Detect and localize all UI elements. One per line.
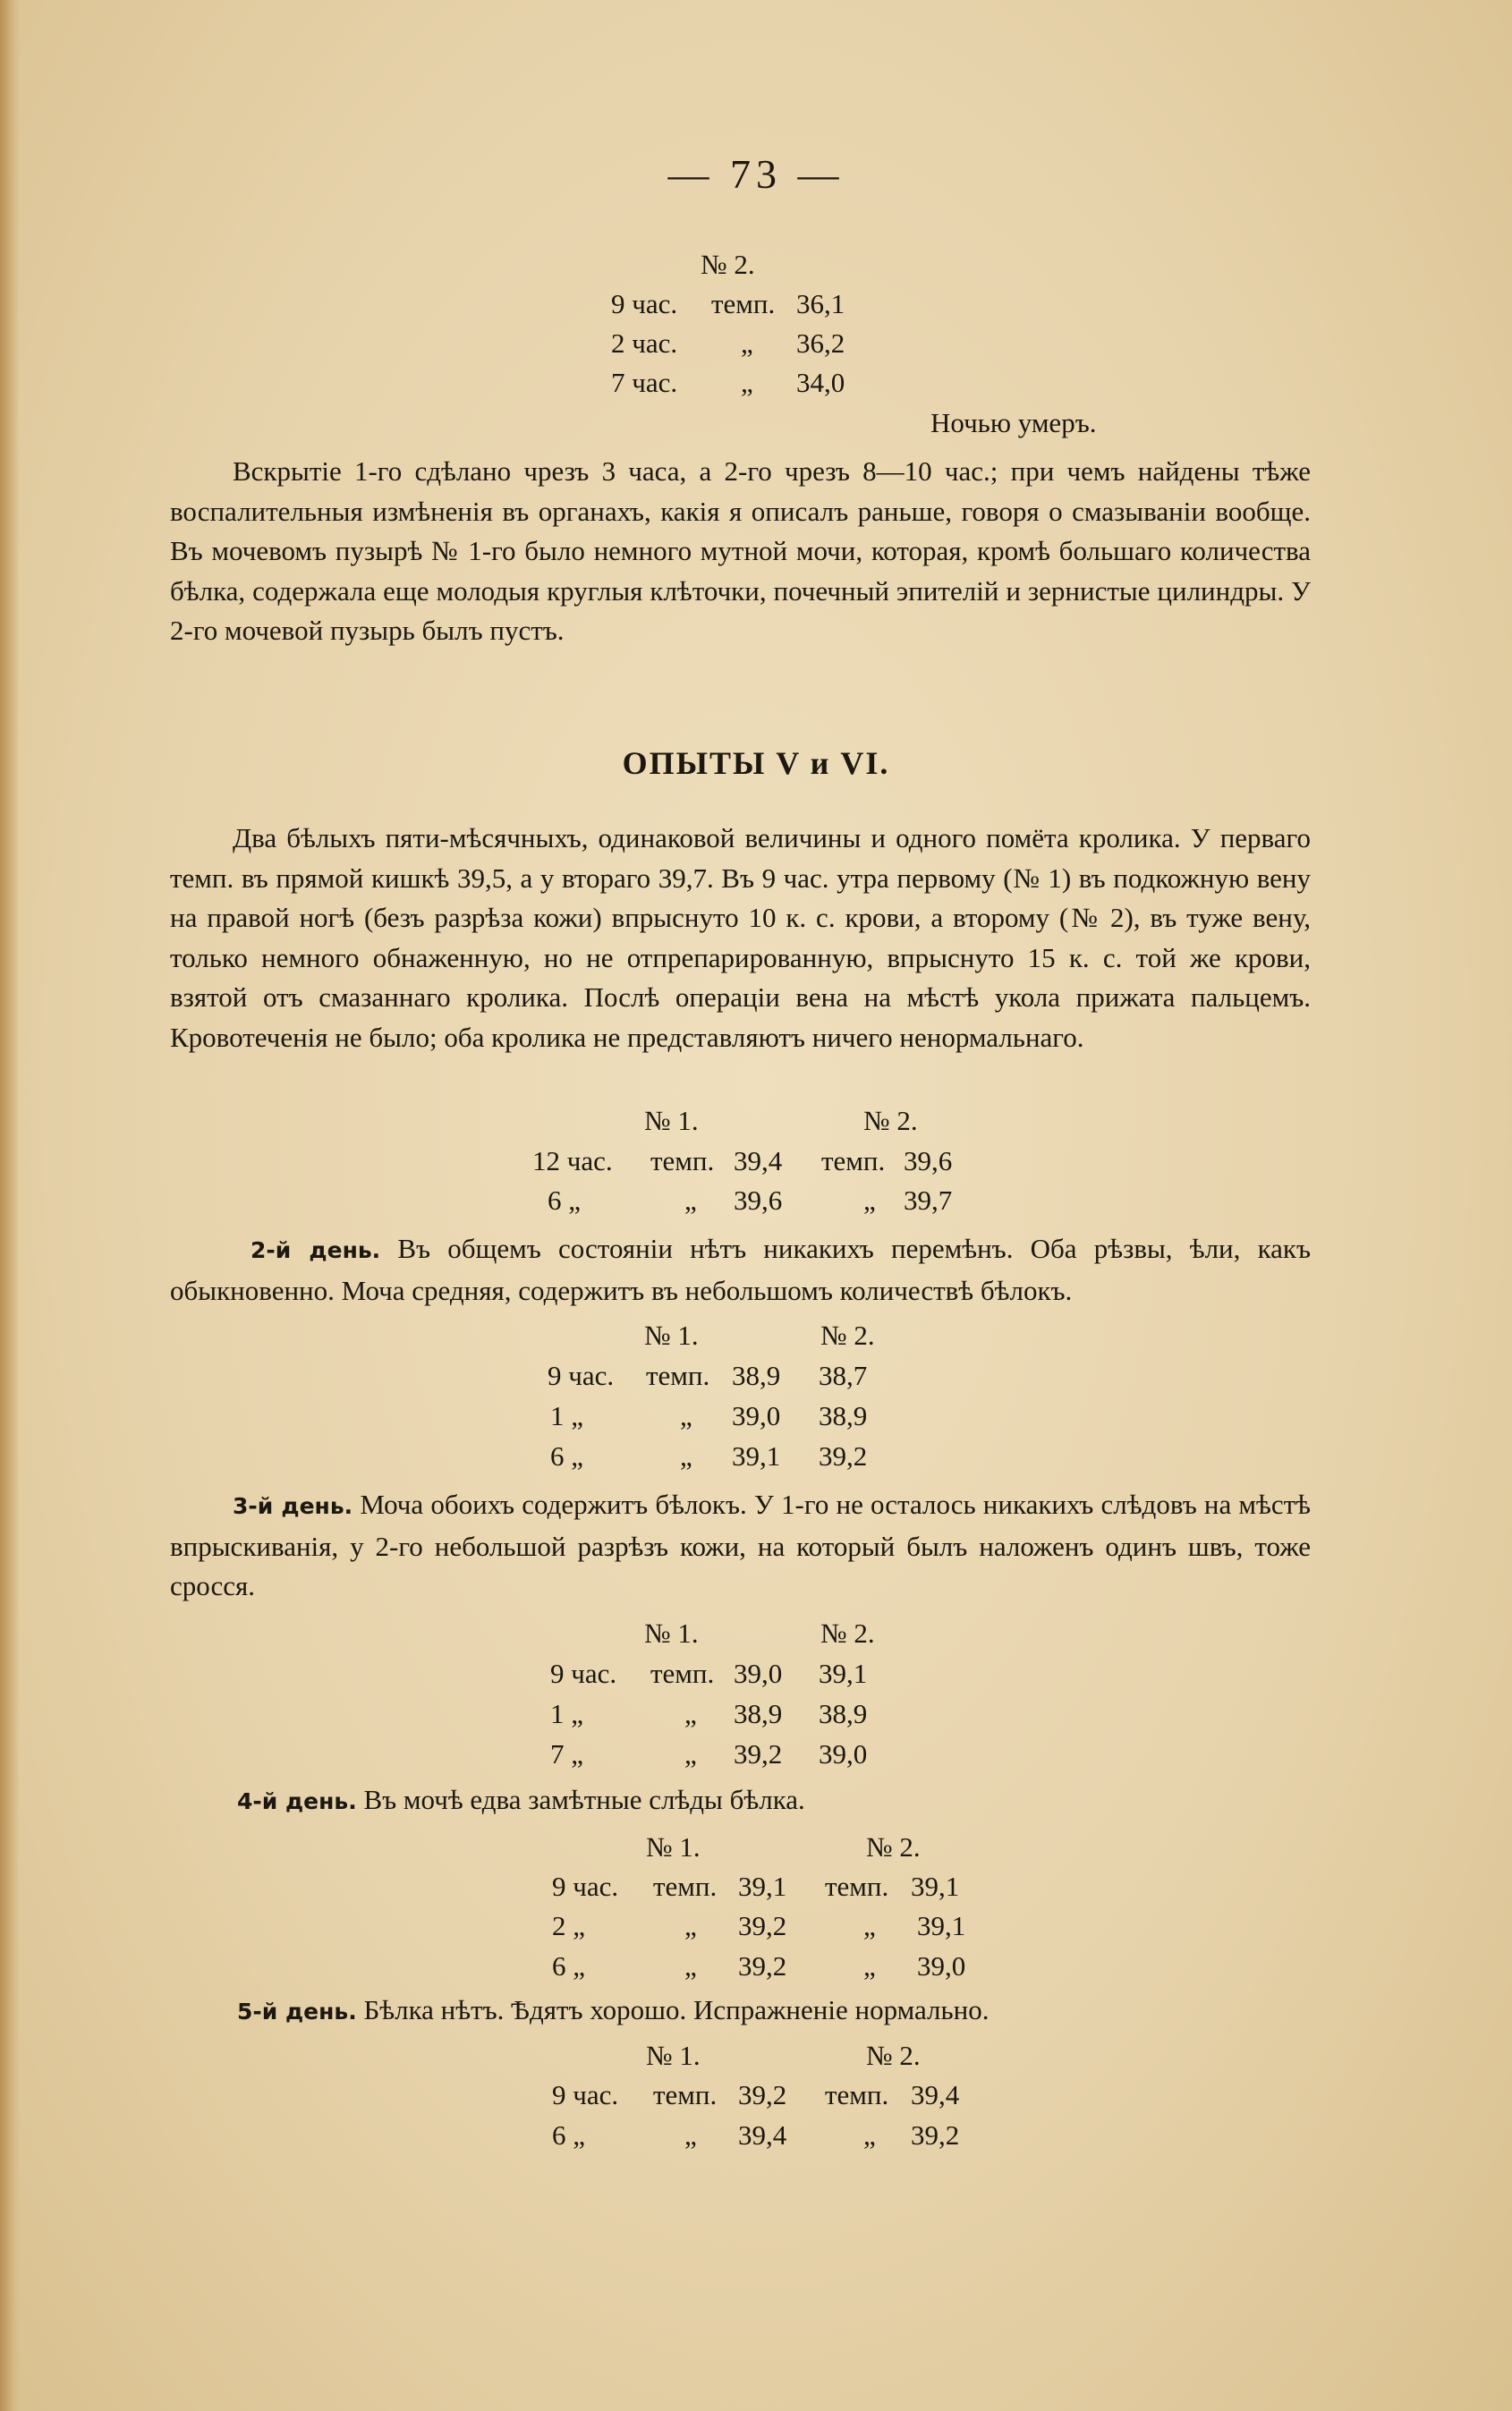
table-cell: темп. (821, 1145, 886, 1176)
autopsy-paragraph (170, 452, 1311, 651)
table-cell: „ (684, 2119, 697, 2151)
day-3-paragraph (170, 1485, 1311, 1607)
table-cell: 39,1 (732, 1440, 781, 1472)
col-header: № 1. (644, 1320, 699, 1351)
table-cell: 6 „ (548, 1184, 582, 1216)
table-cell: 6 „ (552, 1950, 586, 1982)
table-cell: 39,2 (738, 1910, 787, 1941)
col-header: № 2. (866, 2040, 921, 2071)
table-cell: 6 „ (550, 1440, 584, 1472)
table-cell: 39,0 (917, 1950, 966, 1982)
table-cell: 36,1 (796, 288, 845, 319)
table-cell: „ (741, 367, 753, 398)
day-label: 4-й день. (237, 1788, 357, 1814)
table-cell: „ (863, 2119, 876, 2151)
day-label: 5-й день. (237, 1999, 357, 2025)
table-cell: 7 „ (550, 1738, 584, 1770)
table-cell: 38,9 (734, 1698, 783, 1729)
table-cell: „ (863, 1910, 876, 1941)
table-cell: „ (684, 1950, 697, 1982)
table-cell: 9 час. (548, 1360, 615, 1391)
col-header: № 1. (646, 2040, 701, 2071)
col-header: № 1. (644, 1617, 699, 1649)
table-cell: темп. (825, 1871, 889, 1902)
table-cell: 39,2 (819, 1440, 868, 1472)
col-header: № 2. (820, 1617, 875, 1649)
experiment-paragraph (170, 819, 1311, 1057)
page-edge (0, 0, 20, 2411)
table-cell: 34,0 (796, 367, 845, 398)
table-cell: „ (684, 1698, 697, 1729)
table-cell: 39,2 (734, 1738, 783, 1770)
table-cell: 2 „ (552, 1910, 586, 1941)
table-cell: 39,6 (734, 1184, 783, 1216)
table-cell: 1 „ (550, 1400, 584, 1431)
table-cell: 39,2 (911, 2119, 960, 2151)
table-cell: 39,1 (917, 1910, 966, 1941)
day-label: 2-й день. (251, 1237, 381, 1263)
table-cell: „ (680, 1440, 692, 1472)
table-cell: 36,2 (796, 327, 845, 359)
day-text: Бѣлка нѣтъ. Ѣдятъ хорошо. Испражненіе нормально. (363, 1994, 990, 2025)
day-text: Моча обоихъ содержитъ бѣлокъ. У 1-го не осталось никакихъ слѣдовъ на мѣстѣ впрыскиванія, у 2-го небольшой разрѣзъ кожи, на который былъ наложенъ одинъ швъ, тоже сросся. (170, 1489, 1312, 1601)
table-cell: 39,0 (819, 1738, 868, 1770)
table-cell: 38,9 (819, 1400, 868, 1431)
table-cell: 39,6 (904, 1145, 953, 1176)
col-header: № 1. (646, 1831, 701, 1863)
col-header: № 2. (863, 1105, 918, 1136)
table-cell: „ (684, 1184, 697, 1216)
table-cell: 39,4 (738, 2119, 787, 2151)
table-cell: 39,4 (911, 2079, 960, 2110)
day-label: 3-й день. (233, 1493, 353, 1519)
table-cell: 9 час. (552, 2079, 619, 2110)
col-header: № 1. (644, 1105, 699, 1136)
table-cell: 9 час. (550, 1658, 617, 1689)
table-cell: темп. (650, 1658, 715, 1689)
table-cell: 39,1 (819, 1658, 868, 1689)
table-cell: 2 час. (611, 327, 678, 359)
table-cell: 9 час. (611, 288, 678, 319)
table-cell: 39,4 (734, 1145, 783, 1176)
table-cell: темп. (825, 2079, 889, 2110)
table-cell: 9 час. (552, 1871, 619, 1902)
table-cell: „ (863, 1184, 876, 1216)
paragraph-text: Вскрытіе 1-го сдѣлано чрезъ 3 часа, а 2-го чрезъ 8—10 час.; при чемъ найдены тѣже воспалительныя измѣненія въ органахъ, какія я описалъ раньше, говоря о смазываніи вообще. Въ мочевомъ пузырѣ № 1-го было немного мутной мочи, которая, кромѣ большаго количества бѣлка, содержала еще молодыя круглыя клѣточки, почечный эпителій и зернистые цилиндры. У 2-го мочевой пузырь былъ пустъ. (170, 455, 1311, 646)
table-cell: 39,1 (911, 1871, 960, 1902)
table-cell: темп. (646, 1360, 710, 1391)
top-table-header: № 2. (701, 249, 755, 280)
day-5-paragraph (170, 1991, 1311, 2033)
col-header: № 2. (866, 1831, 921, 1863)
table-cell: 38,9 (732, 1360, 781, 1391)
day-4-paragraph (170, 1780, 1311, 1822)
col-header: № 2. (820, 1320, 875, 1351)
table-cell: темп. (650, 1145, 715, 1176)
table-cell: 12 час. (532, 1145, 613, 1176)
table-cell: 1 „ (550, 1698, 584, 1729)
table-cell: темп. (653, 2079, 718, 2110)
table-cell: 39,1 (738, 1871, 787, 1902)
day-text: Въ общемъ состояніи нѣтъ никакихъ перемѣнъ. Оба рѣзвы, ѣли, какъ обыкновенно. Моча средняя, содержитъ въ небольшомъ количествѣ бѣлокъ. (170, 1233, 1312, 1306)
table-cell: 7 час. (611, 367, 678, 398)
table-cell: 39,2 (738, 2079, 787, 2110)
day-text: Въ мочѣ едва замѣтные слѣды бѣлка. (363, 1784, 805, 1815)
table-cell: 38,9 (819, 1698, 868, 1729)
table-cell: 39,0 (734, 1658, 783, 1689)
table-cell: темп. (653, 1871, 718, 1902)
table-cell: 39,2 (738, 1950, 787, 1982)
table-cell: 38,7 (819, 1360, 868, 1391)
paragraph-text: Два бѣлыхъ пяти-мѣсячныхъ, одинаковой величины и одного помёта кролика. У перваго темп. въ прямой кишкѣ 39,5, а у втораго 39,7. Въ 9 час. утра первому (№ 1) въ подкожную вену на правой ногѣ (безъ разрѣза кожи) впрыснуто 10 к. с. крови, а второму (№ 2), въ туже вену, только немного обнаженную, но не отпрепарированную, впрыснуто 15 к. с. той же крови, взятой отъ смазаннаго кролика. Послѣ операціи вена на мѣстѣ укола прижата пальцемъ. Кровотеченія не было; оба кролика не представляютъ ничего ненормальнаго. (170, 822, 1311, 1053)
table-cell: „ (684, 1910, 697, 1941)
table-cell: 6 „ (552, 2119, 586, 2151)
table-cell: „ (680, 1400, 692, 1431)
table-cell: „ (684, 1738, 697, 1770)
table-cell: „ (741, 327, 753, 359)
table-cell: темп. (711, 288, 776, 319)
table-cell: „ (863, 1950, 876, 1982)
page-number: — 73 — (667, 151, 845, 197)
table-cell: 39,0 (732, 1400, 781, 1431)
section-heading: ОПЫТЫ V и VI. (622, 745, 890, 781)
death-note: Ночью умеръ. (930, 407, 1097, 438)
day-2-paragraph (170, 1229, 1311, 1311)
table-cell: 39,7 (904, 1184, 953, 1216)
